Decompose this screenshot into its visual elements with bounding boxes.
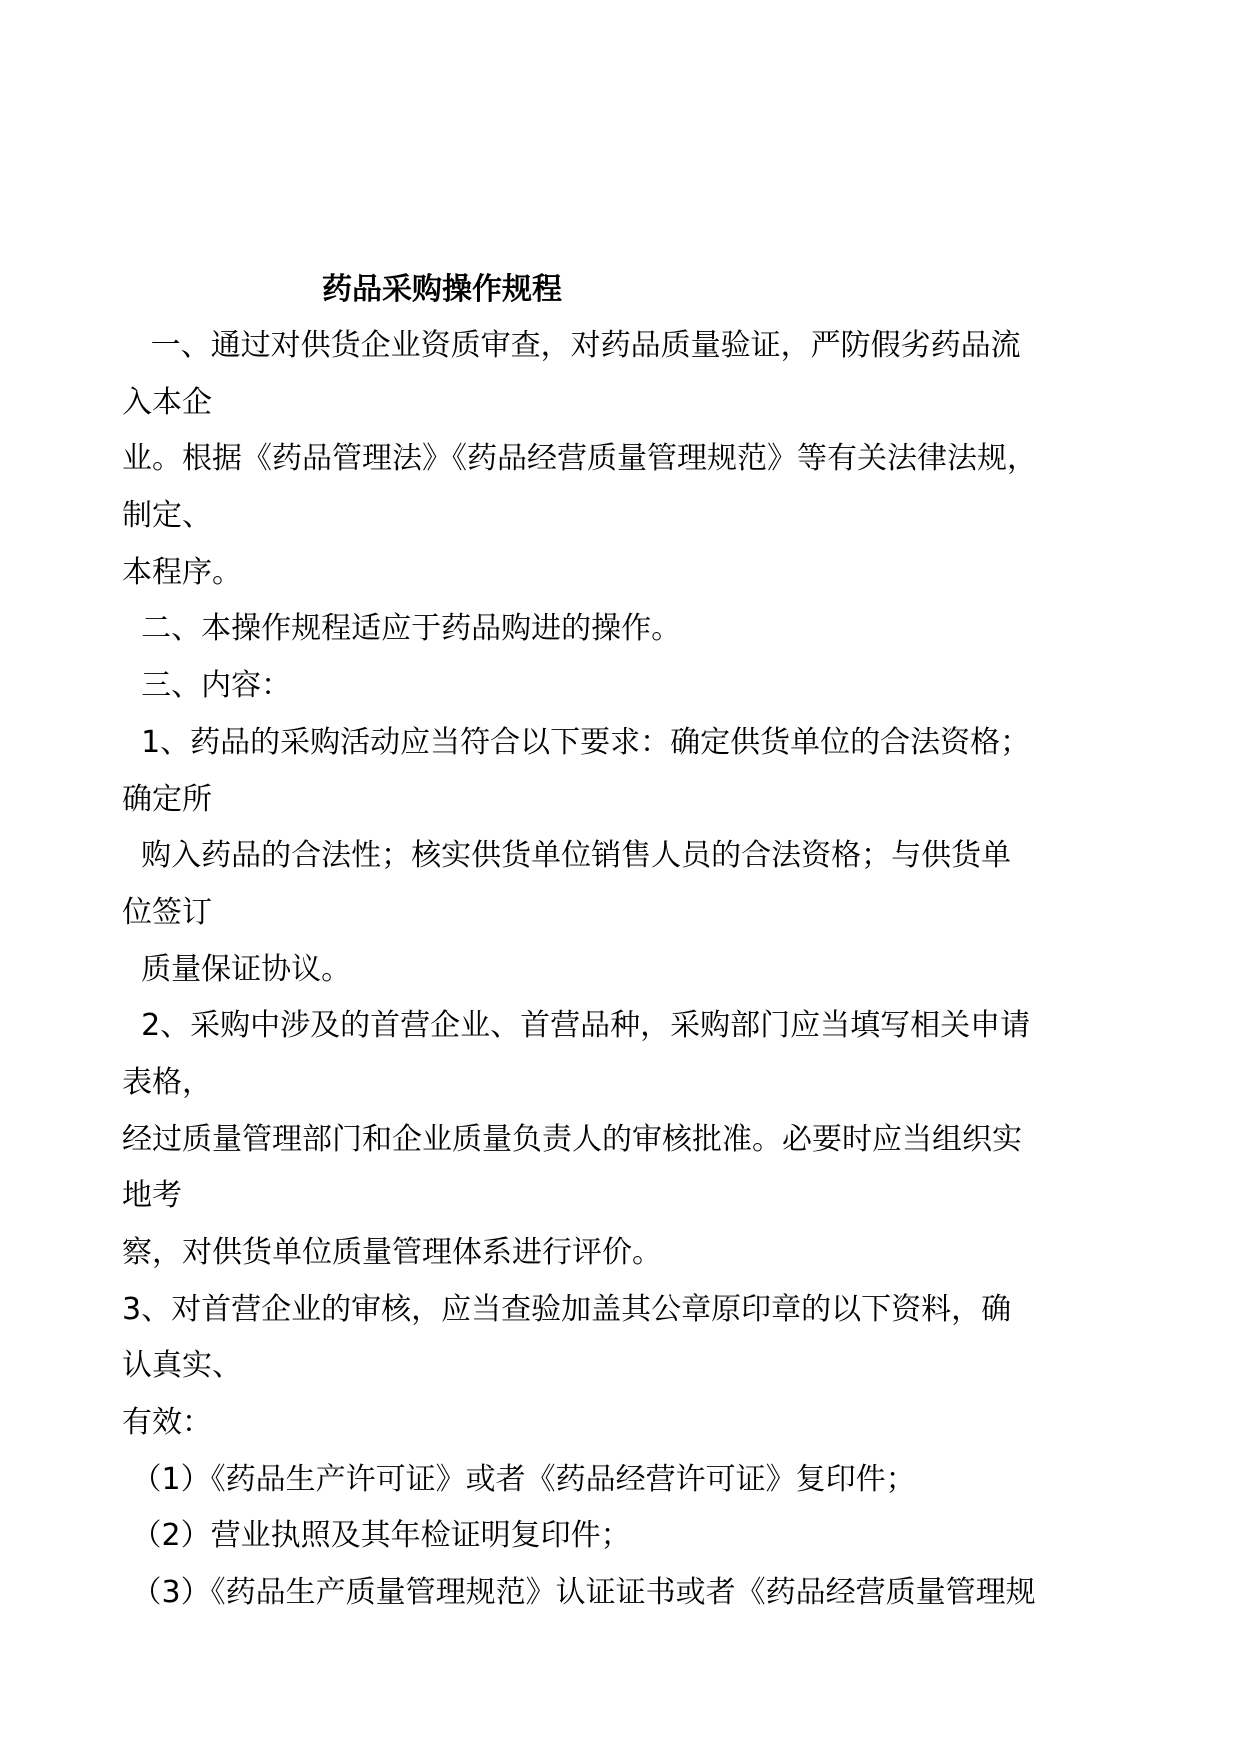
document-body: [122, 318, 1142, 1622]
text-line: 本程序。: [122, 554, 242, 590]
text-line: 表格，: [122, 1064, 212, 1100]
text-line: 三、内容：: [122, 668, 292, 704]
text-line: 质量保证协议。: [122, 951, 352, 987]
text-line: 2、采购中涉及的首营企业、首营品种，采购部门应当填写相关申请: [122, 1008, 1031, 1044]
text-line: 有效：: [122, 1405, 212, 1441]
text-line: （2）营业执照及其年检证明复印件；: [122, 1518, 631, 1554]
text-line: 制定、: [122, 498, 212, 534]
text-line: 二、本操作规程适应于药品购进的操作。: [122, 611, 682, 647]
text-line: 经过质量管理部门和企业质量负责人的审核批准。必要时应当组织实: [122, 1121, 1022, 1157]
text-line: 购入药品的合法性；核实供货单位销售人员的合法资格；与供货单: [122, 838, 1012, 874]
text-line: （3）《药品生产质量管理规范》认证证书或者《药品经营质量管理规: [122, 1575, 1036, 1611]
text-line: 一、通过对供货企业资质审查，对药品质量验证，严防假劣药品流: [122, 328, 1021, 363]
text-line: 确定所: [122, 781, 212, 817]
text-line: 位签订: [122, 894, 212, 930]
text-line: 入本企: [122, 384, 212, 420]
text-line: 业。根据《药品管理法》《药品经营质量管理规范》等有关法律法规，: [122, 441, 1037, 477]
text-line: 察，对供货单位质量管理体系进行评价。: [122, 1235, 662, 1270]
text-line: 认真实、: [122, 1348, 242, 1384]
document-title: 药品采购操作规程: [322, 272, 562, 307]
text-line: （1）《药品生产许可证》或者《药品经营许可证》复印件；: [122, 1461, 916, 1497]
text-line: 地考: [122, 1178, 182, 1214]
text-line: 1、药品的采购活动应当符合以下要求：确定供货单位的合法资格；: [122, 724, 1031, 760]
text-line: 3、对首营企业的审核，应当查验加盖其公章原印章的以下资料，确: [122, 1291, 1012, 1327]
